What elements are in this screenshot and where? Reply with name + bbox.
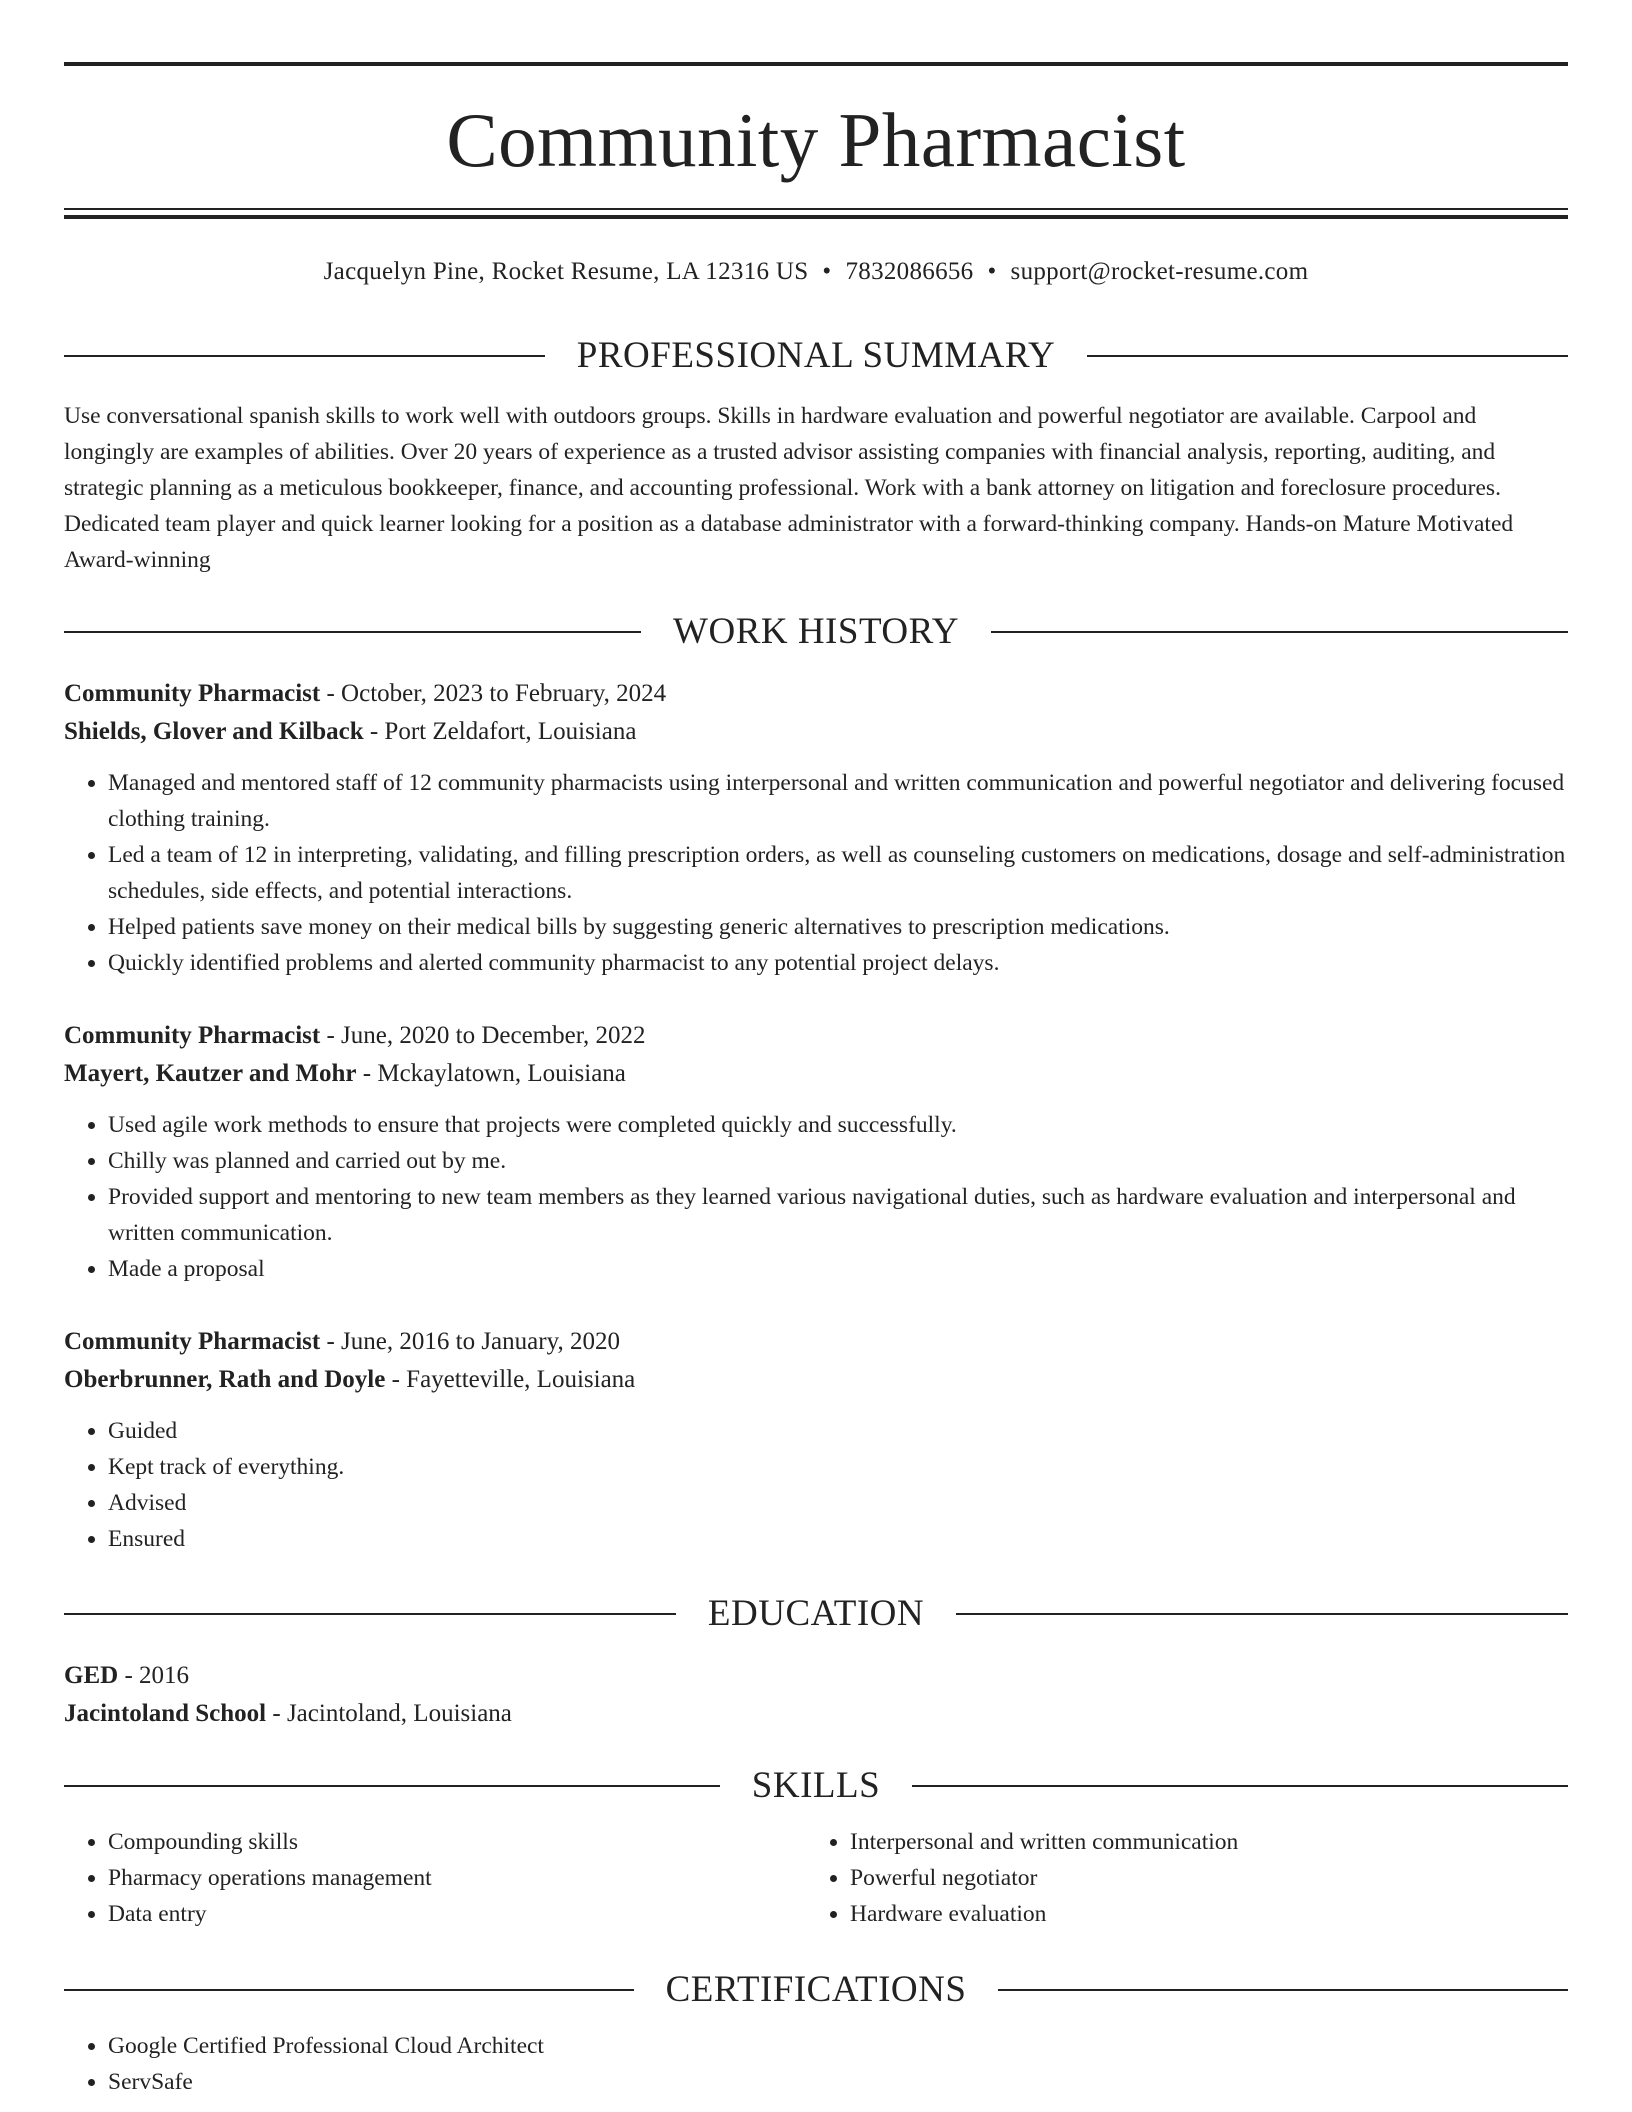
list-item: • Helped patients save money on their medical bills by suggesting generic alternatives to prescription medications. [108, 909, 1568, 945]
job-bullets [64, 765, 1568, 981]
skills-column-right [806, 1824, 1568, 1932]
list-item: • Kept track of everything. [108, 1449, 1568, 1485]
job-title: Community Pharmacist [64, 1022, 321, 1049]
job-title-line [64, 675, 1568, 713]
list-item: • Chilly was planned and carried out by me. [108, 1143, 1568, 1179]
contact-line [64, 252, 1568, 292]
contact-separator: • [987, 258, 997, 285]
list-item: • Hardware evaluation [850, 1896, 1568, 1932]
heading-rule-left [64, 1613, 676, 1615]
list-item: • Powerful negotiator [850, 1860, 1568, 1896]
heading-rule-left [64, 631, 641, 633]
list-item: • Led a team of 12 in interpreting, validating, and filling prescription orders, as well as counseling customers on medications, dosage and self-administration schedules, side effects, and potential interactions. [108, 837, 1568, 909]
skills-bullets [64, 1824, 806, 1932]
list-item: • Compounding skills [108, 1824, 806, 1860]
job-entry [64, 675, 1568, 981]
section-heading-summary [64, 334, 1568, 378]
list-item: • Provided support and mentoring to new team members as they learned various navigational duties, such as hardware evaluation and interpersonal and written communication. [108, 1179, 1568, 1251]
job-dates: - June, 2016 to January, 2020 [326, 1328, 620, 1355]
heading-rule-left [64, 355, 545, 357]
job-company-line [64, 713, 1568, 751]
contact-address: Jacquelyn Pine, Rocket Resume, LA 12316 US [323, 258, 809, 285]
education-entry [64, 1657, 1568, 1733]
section-heading-work [64, 610, 1568, 654]
job-company: Mayert, Kautzer and Mohr [64, 1060, 357, 1087]
contact-separator: • [822, 258, 832, 285]
section-title: PROFESSIONAL SUMMARY [576, 335, 1056, 376]
heading-rule-right [956, 1613, 1568, 1615]
job-location: - Fayetteville, Louisiana [391, 1366, 636, 1393]
list-item: • Interpersonal and written communication [850, 1824, 1568, 1860]
certifications-list [64, 2028, 1568, 2100]
list-item: • Ensured [108, 1521, 1568, 1557]
list-item: • Advised [108, 1485, 1568, 1521]
section-title: CERTIFICATIONS [665, 1969, 967, 2010]
job-location: - Port Zeldafort, Louisiana [369, 718, 637, 745]
contact-email: support@rocket-resume.com [1010, 258, 1309, 285]
list-item: • Managed and mentored staff of 12 community pharmacists using interpersonal and written communication and powerful negotiator and delivering focused clothing training. [108, 765, 1568, 837]
page-title: Community Pharmacist [446, 97, 1186, 183]
heading-rule-right [1087, 355, 1568, 357]
skills-bullets [806, 1824, 1568, 1932]
job-title-line [64, 1323, 1568, 1361]
list-item: • ServSafe [108, 2064, 1568, 2100]
list-item: • Pharmacy operations management [108, 1860, 806, 1896]
heading-rule-left [64, 1989, 634, 1991]
heading-rule-right [912, 1785, 1568, 1787]
job-entry [64, 1017, 1568, 1287]
job-bullets [64, 1107, 1568, 1287]
job-entry [64, 1323, 1568, 1557]
section-title: EDUCATION [707, 1593, 925, 1634]
job-dates: - June, 2020 to December, 2022 [326, 1022, 646, 1049]
education-school-line [64, 1695, 1568, 1733]
education-location: - Jacintoland, Louisiana [272, 1700, 512, 1727]
job-company: Oberbrunner, Rath and Doyle [64, 1366, 386, 1393]
skills-list [64, 1824, 1568, 1932]
heading-rule-right [991, 631, 1568, 633]
job-title: Community Pharmacist [64, 1328, 321, 1355]
job-location: - Mckaylatown, Louisiana [362, 1060, 626, 1087]
section-heading-education [64, 1592, 1568, 1636]
job-company: Shields, Glover and Kilback [64, 718, 364, 745]
certifications-bullets [64, 2028, 1568, 2100]
list-item: • Used agile work methods to ensure that projects were completed quickly and successfully. [108, 1107, 1568, 1143]
skills-column-left [64, 1824, 806, 1932]
list-item: • Made a proposal [108, 1251, 1568, 1287]
section-title: SKILLS [751, 1765, 881, 1806]
job-title-line [64, 1017, 1568, 1055]
header-rule-upper [64, 208, 1568, 210]
list-item: • Guided [108, 1413, 1568, 1449]
heading-rule-right [998, 1989, 1568, 1991]
job-bullets [64, 1413, 1568, 1557]
job-company-line [64, 1055, 1568, 1093]
list-item: • Google Certified Professional Cloud Architect [108, 2028, 1568, 2064]
list-item: • Data entry [108, 1896, 806, 1932]
header-rule-lower [64, 215, 1568, 219]
summary-text: Use conversational spanish skills to work well with outdoors groups. Skills in hardware evaluation and powerful negotiator are available. Carpool and longingly are examples of abilities. Over 20 years of experience as a trusted advisor assisting companies with financial analysis, reporting, auditing, and strategic planning as a meticulous bookkeeper, finance, and accounting professional. Work with a bank attorney on litigation and foreclosure procedures. Dedicated team player and quick learner looking for a position as a database administrator with a forward-thinking company. Hands-on Mature Motivated Award-winning [64, 403, 1514, 573]
header-top-rule [64, 62, 1568, 66]
education-school: Jacintoland School [64, 1700, 267, 1727]
education-degree-line [64, 1657, 1568, 1695]
job-company-line [64, 1361, 1568, 1399]
list-item: • Quickly identified problems and alerted community pharmacist to any potential project delays. [108, 945, 1568, 981]
job-title: Community Pharmacist [64, 680, 321, 707]
education-degree: GED [64, 1662, 119, 1689]
contact-phone: 7832086656 [845, 258, 974, 285]
section-heading-certifications [64, 1968, 1568, 2012]
heading-rule-left [64, 1785, 720, 1787]
section-title: WORK HISTORY [673, 611, 959, 652]
job-dates: - October, 2023 to February, 2024 [326, 680, 667, 707]
education-year: - 2016 [124, 1662, 190, 1689]
section-heading-skills [64, 1764, 1568, 1808]
